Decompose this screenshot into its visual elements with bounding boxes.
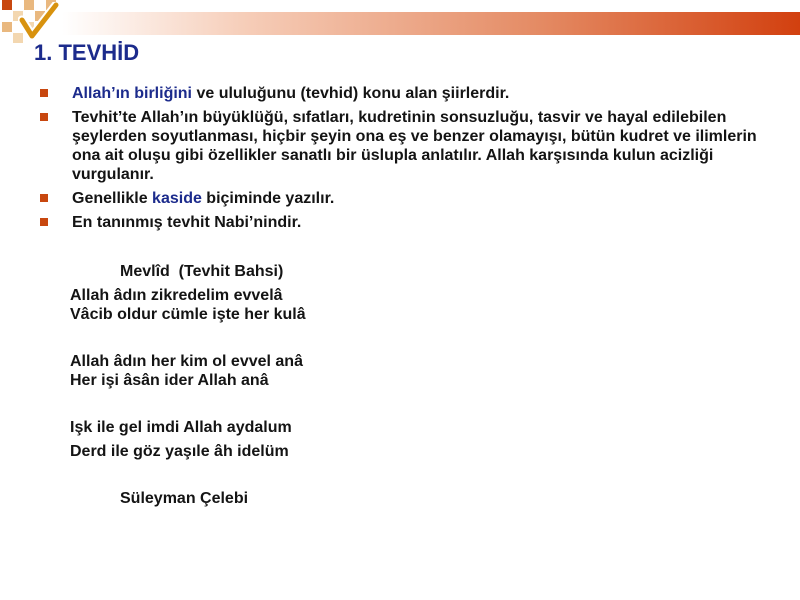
bullet-item xyxy=(38,84,778,103)
square-bullet-icon xyxy=(40,194,48,202)
poem-line: Işk ile gel imdi Allah aydalum xyxy=(70,419,292,436)
bullet-text: ve ululuğunu (tevhid) konu alan şiirlerdir. xyxy=(192,85,510,102)
poem-block xyxy=(70,262,750,508)
decor-square xyxy=(2,0,12,10)
square-bullet-icon xyxy=(40,218,48,226)
slide-title: 1. TEVHİD xyxy=(34,40,140,65)
poem-line: Allah âdın zikredelim evvelâ xyxy=(70,287,283,304)
poem-heading: Mevlîd (Tevhit Bahsi) xyxy=(120,263,284,280)
poem-line: Vâcib oldur cümle işte her kulâ xyxy=(70,306,306,323)
poem-line: Her işi âsân ider Allah anâ xyxy=(70,372,269,389)
bullet-text: Tevhit’te Allah’ın büyüklüğü, sıfatları, kudretinin sonsuzluğu, tasvir ve hayal edilebilen şeylerden soyutlanması, hiçbir şeyin ona eş ve benzer olamayışı, bütün kudret ve ilimlerin ona ait oluşu gibi özellikler sanatlı bir üslupla anlatılır. Allah karşısında kulun acizliği vurgulanır. xyxy=(72,109,757,183)
bullet-text: Genellikle xyxy=(72,190,153,207)
square-bullet-icon xyxy=(40,89,48,97)
decor-square xyxy=(2,22,12,32)
poem-line: Allah âdın her kim ol evvel anâ xyxy=(70,353,303,370)
checkmark-icon xyxy=(18,2,60,44)
highlight-text: Allah’ın birliğini xyxy=(72,85,192,102)
poem-author: Süleyman Çelebi xyxy=(120,490,249,507)
bullet-list xyxy=(38,84,778,237)
square-bullet-icon xyxy=(40,113,48,121)
poem-line: Derd ile göz yaşıle âh idelüm xyxy=(70,443,289,460)
bullet-item xyxy=(38,108,778,184)
bullet-text: En tanınmış tevhit Nabi’nindir. xyxy=(72,214,302,231)
bullet-item xyxy=(38,189,778,208)
bullet-item xyxy=(38,213,778,232)
highlight-text: kaside xyxy=(152,190,202,207)
bullet-text: biçiminde yazılır. xyxy=(201,190,335,207)
header-gradient-bar xyxy=(62,12,800,35)
